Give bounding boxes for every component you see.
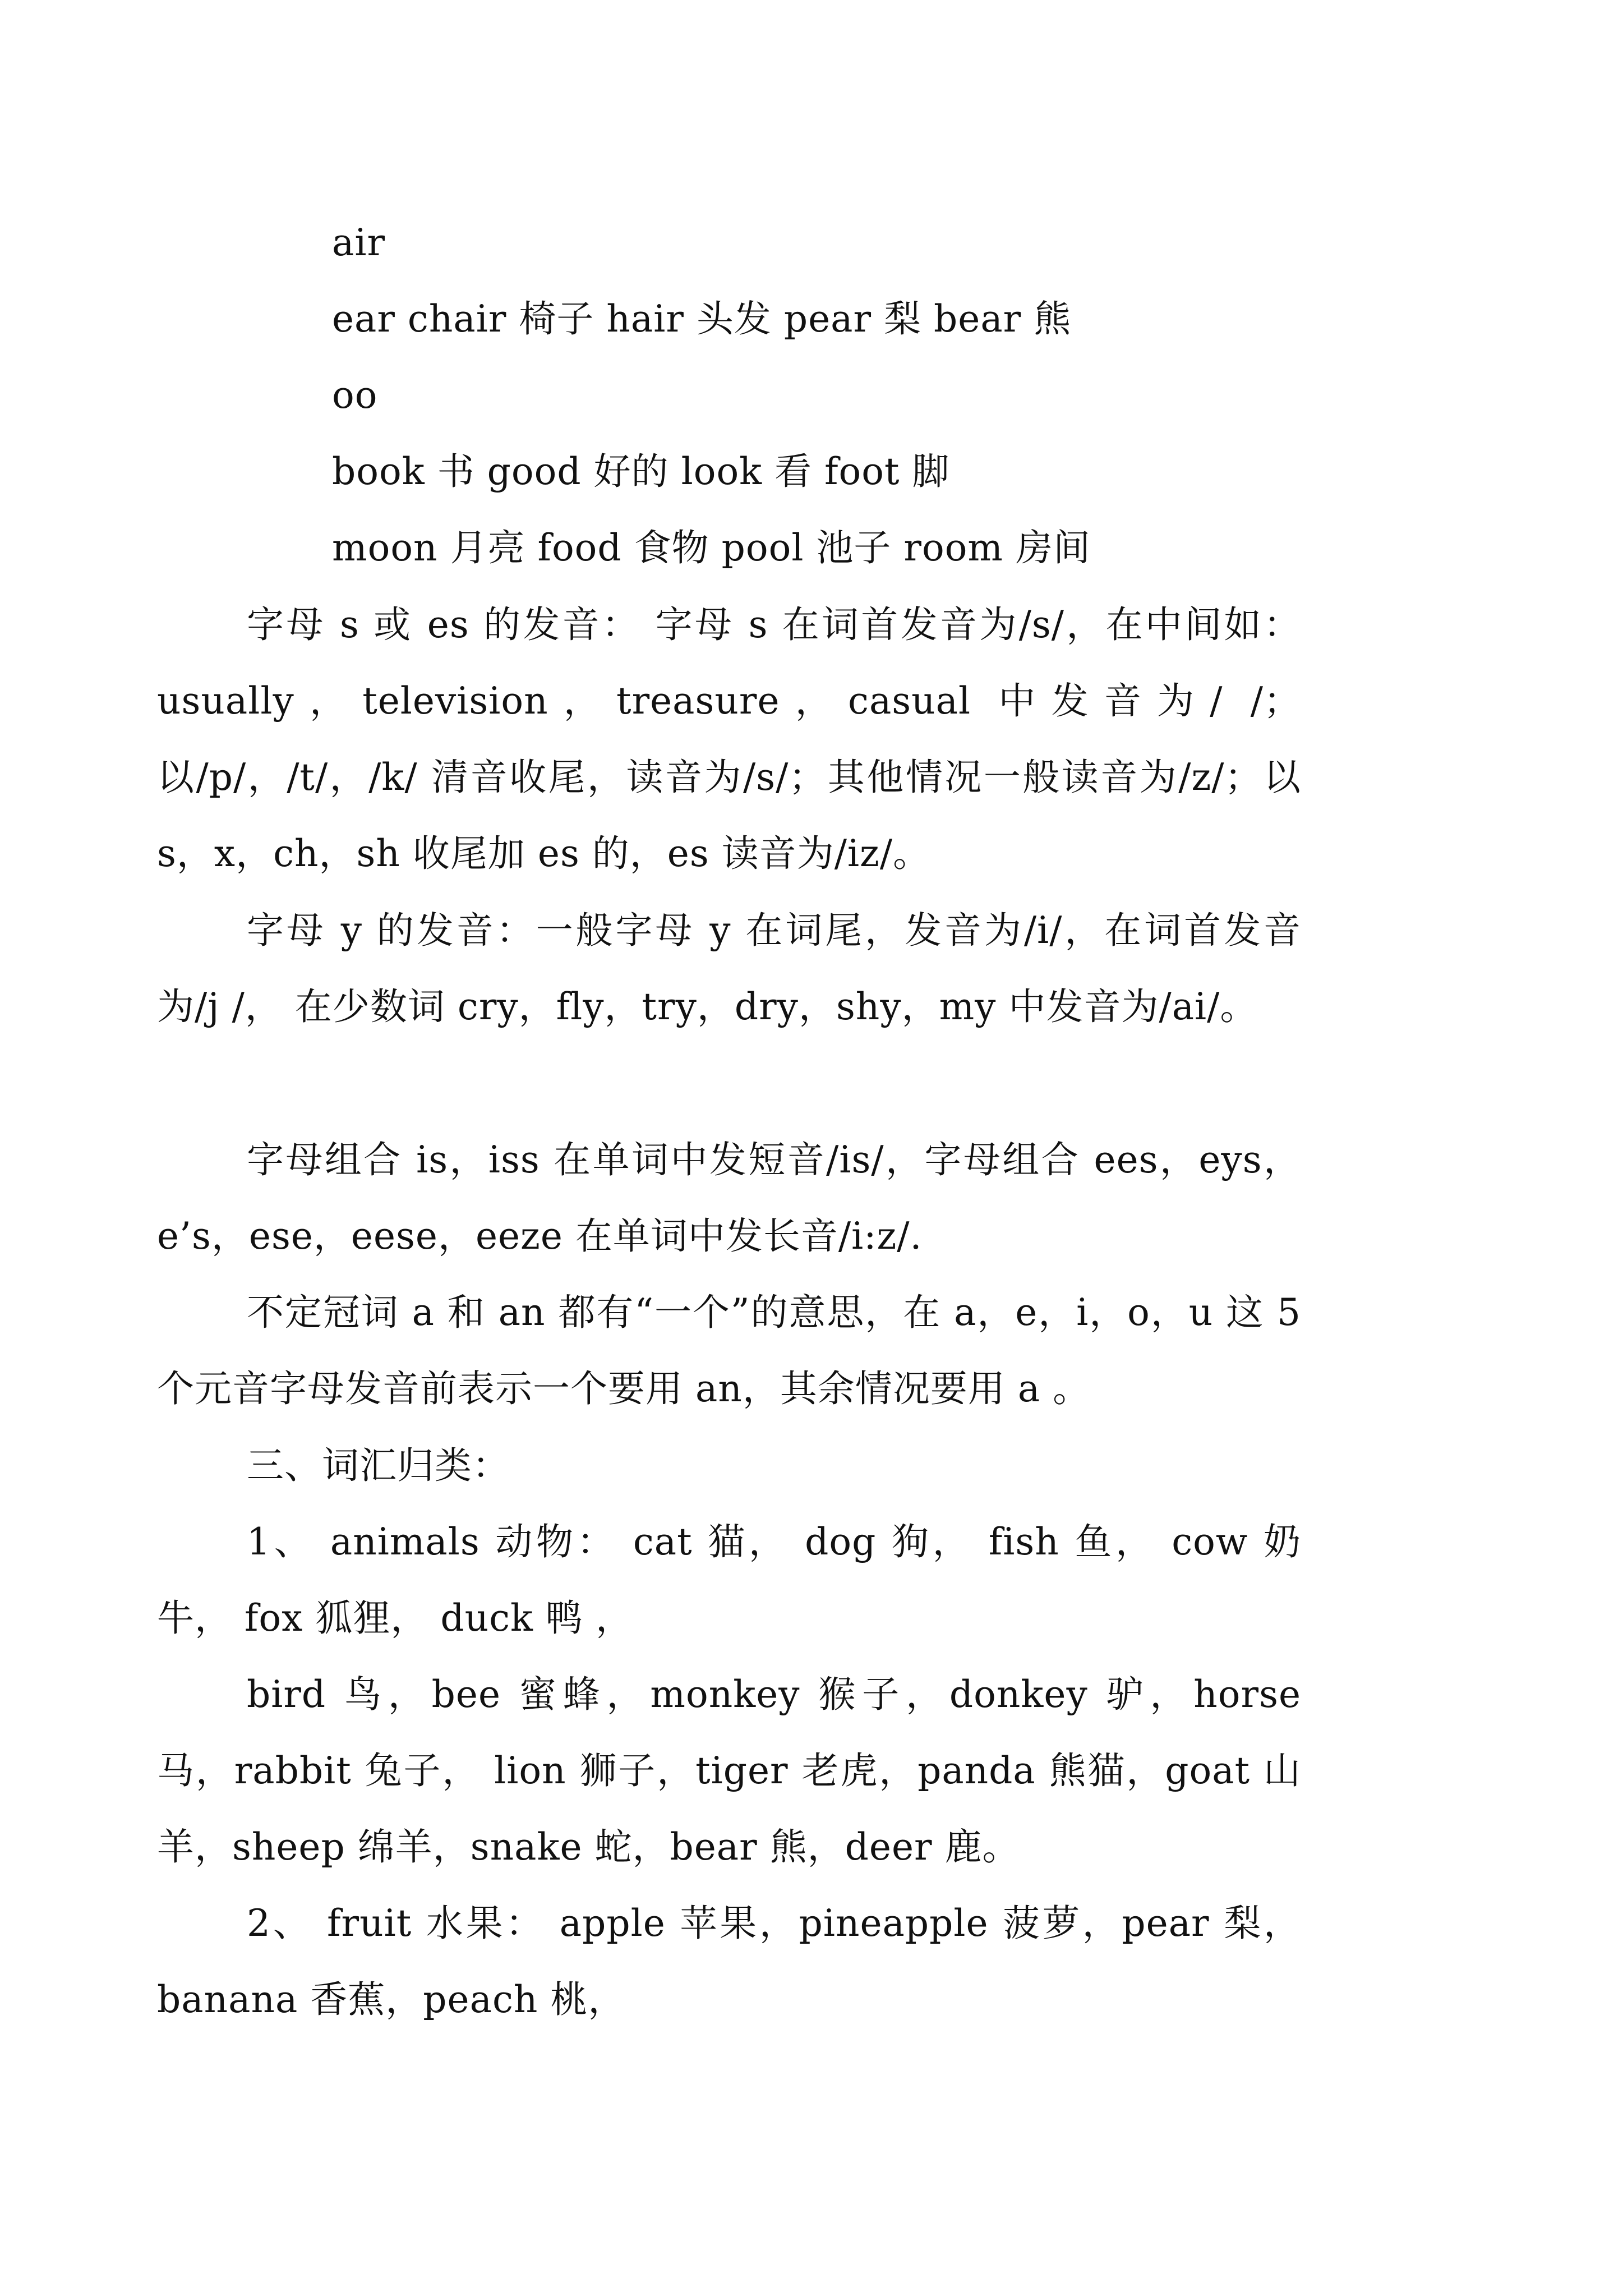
paragraph-fruit: 2、 fruit 水果： apple 苹果，pineapple 菠萝，pear 梨，banana 香蕉，peach 桃，: [157, 1902, 1301, 2021]
paragraph-animals: 1、 animals 动物： cat 猫， dog 狗， fish 鱼， cow 奶牛， fox 狐狸， duck 鸭 ，: [157, 1520, 1301, 1640]
paragraph-indefinite-article: 不定冠词 a 和 an 都有“一个”的意思，在 a，e，i，o，u 这 5 个元音字母发音前表示一个要用 an，其余情况要用 a 。: [157, 1291, 1301, 1410]
paragraph-y-pronunciation: 字母 y 的发音：一般字母 y 在词尾，发音为/i/，在词首发音为/j /， 在少数词 cry，fly，try，dry，shy，my 中发音为/ai/。: [157, 909, 1301, 1028]
vocab-line-book: book 书 good 好的 look 看 foot 脚: [332, 450, 950, 493]
paragraph-s-es-pronunciation: 字母 s 或 es 的发音： 字母 s 在词首发音为/s/，在中间如：usually，television，treasure，casual 中发音为/ /；以/p/，/t/，/k/ 清音收尾，读音为/s/；其他情况一般读音为/z/；以 s，x，ch，sh 收尾加 es 的，es 读音为/iz/。: [157, 603, 1301, 875]
vocab-line-oo: oo: [332, 374, 378, 417]
paragraph-animals-continued: bird 鸟，bee 蜜蜂，monkey 猴子，donkey 驴，horse 马，rabbit 兔子， lion 狮子，tiger 老虎，panda 熊猫，goat 山羊，sheep 绵羊，snake 蛇，bear 熊，deer 鹿。: [157, 1673, 1301, 1869]
section-heading-vocabulary: 三、词汇归类：: [247, 1444, 510, 1487]
vocab-line-moon: moon 月亮 food 食物 pool 池子 room 房间: [332, 526, 1091, 569]
paragraph-is-iss-pronunciation: 字母组合 is，iss 在单词中发短音/is/，字母组合 ees，eys，e’s，ese，eese，eeze 在单词中发长音/i:z/.: [157, 1138, 1301, 1258]
vocab-line-air: air: [332, 221, 386, 264]
vocab-line-ear: ear chair 椅子 hair 头发 pear 梨 bear 熊: [332, 297, 1072, 341]
